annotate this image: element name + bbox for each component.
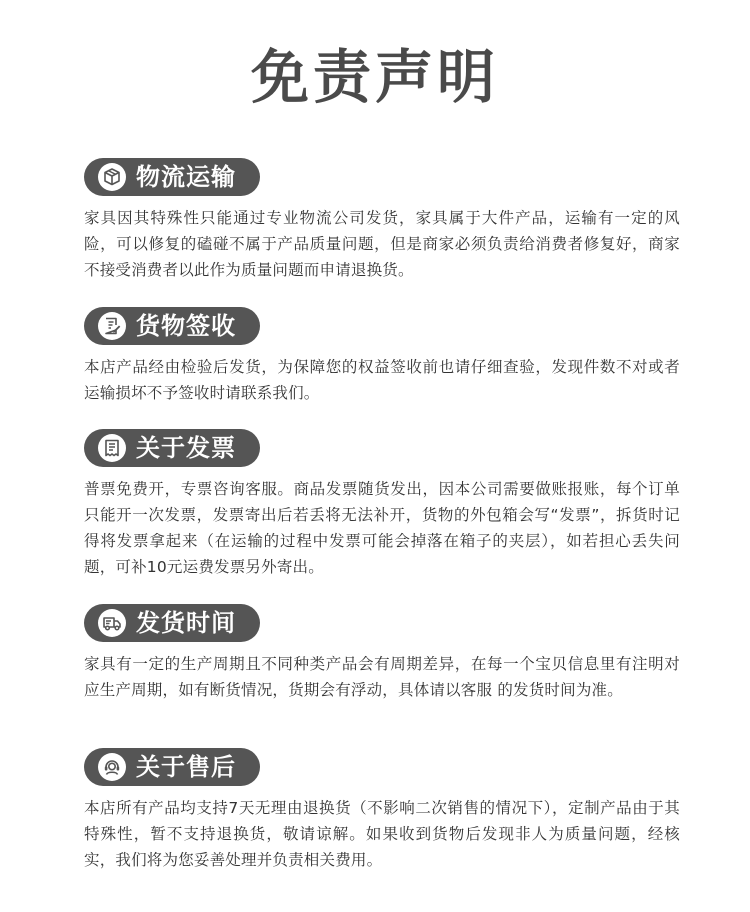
- section-heading-pill: [84, 307, 260, 345]
- sign-document-icon: [98, 312, 126, 340]
- section-body: 本店产品经由检验后发货，为保障您的权益签收前也请仔细查验，发现件数不对或者运输损坏不予签收时请联系我们。: [84, 358, 680, 402]
- customer-service-icon: [98, 753, 126, 781]
- invoice-icon: [98, 434, 126, 462]
- section-heading: 物流运输: [136, 163, 236, 191]
- section-heading: 货物签收: [136, 312, 236, 340]
- section-heading: 发货时间: [136, 609, 236, 637]
- section-shipping-time: [84, 604, 684, 703]
- section-body: 普票免费开，专票咨询客服。商品发票随货发出，因本公司需要做账报账，每个订单只能开一次发票，发票寄出后若丢将无法补开，货物的外包箱会写“发票”，拆货时记得将发票拿起来（在运输的过程中发票可能会掉落在箱子的夹层），如若担心丢失问题，可补10元运费发票另外寄出。: [84, 480, 680, 576]
- section-body: 本店所有产品均支持7天无理由退换货（不影响二次销售的情况下），定制产品由于其特殊性，暂不支持退换货，敬请谅解。如果收到货物后发现非人为质量问题，经核实，我们将为您妥善处理并负责相关费用。: [84, 799, 680, 869]
- box-icon: [98, 163, 126, 191]
- page-title: 免责声明: [250, 43, 499, 111]
- section-body: 家具有一定的生产周期且不同种类产品会有周期差异，在每一个宝贝信息里有注明对应生产周期，如有断货情况，货期会有浮动，具体请以客服 的发货时间为准。: [84, 655, 680, 699]
- delivery-truck-icon: [98, 609, 126, 637]
- section-logistics: [84, 158, 684, 283]
- section-invoice: [84, 429, 684, 580]
- section-heading-pill: [84, 748, 260, 786]
- section-receipt: [84, 307, 684, 406]
- section-heading-pill: [84, 158, 260, 196]
- section-after-sales: [84, 748, 684, 873]
- section-heading-pill: [84, 604, 260, 642]
- section-body: 家具因其特殊性只能通过专业物流公司发货，家具属于大件产品，运输有一定的风险，可以修复的磕碰不属于产品质量问题，但是商家必须负责给消费者修复好，商家不接受消费者以此作为质量问题而申请退换货。: [84, 209, 680, 279]
- section-heading: 关于售后: [136, 753, 236, 781]
- section-heading-pill: [84, 429, 260, 467]
- section-heading: 关于发票: [136, 434, 236, 462]
